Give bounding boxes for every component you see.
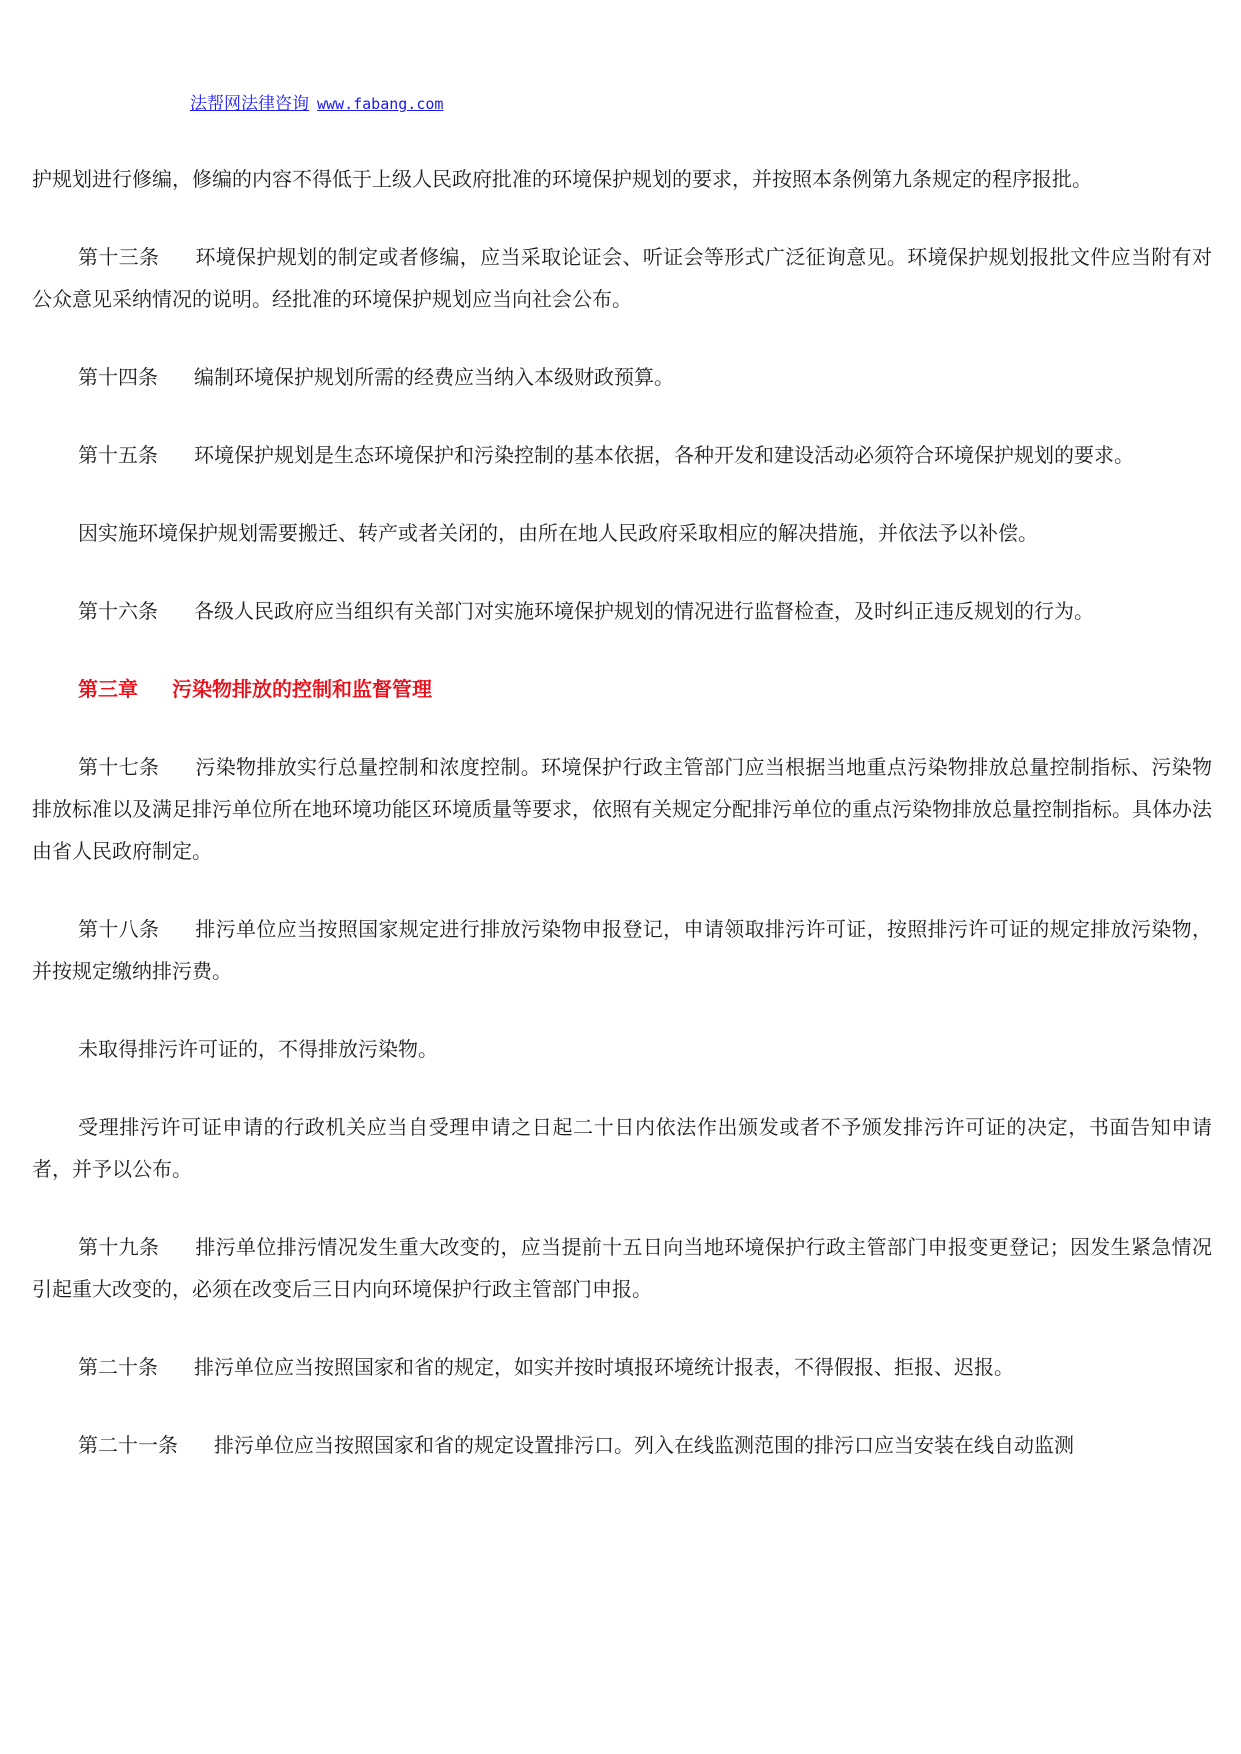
paragraph-text: 受理排污许可证申请的行政机关应当自受理申请之日起二十日内依法作出颁发或者不予颁发排污许可证的决定，书面告知申请者，并予以公布。 — [32, 1115, 1212, 1181]
article-text: 污染物排放实行总量控制和浓度控制。环境保护行政主管部门应当根据当地重点污染物排放总量控制指标、污染物排放标准以及满足排污单位所在地环境功能区环境质量等要求，依照有关规定分配排污单位的重点污染物排放总量控制指标。具体办法由省人民政府制定。 — [32, 755, 1213, 863]
article-number: 第二十一条 — [78, 1433, 178, 1457]
site-name-link[interactable]: 法帮网法律咨询 — [190, 94, 309, 114]
paragraph-text: 因实施环境保护规划需要搬迁、转产或者关闭的，由所在地人民政府采取相应的解决措施，并依法予以补偿。 — [78, 521, 1038, 545]
chapter-number: 第三章 — [78, 677, 138, 701]
article-16 — [32, 590, 1212, 632]
paragraph — [32, 158, 1212, 200]
article-text: 环境保护规划的制定或者修编，应当采取论证会、听证会等形式广泛征询意见。环境保护规划报批文件应当附有对公众意见采纳情况的说明。经批准的环境保护规划应当向社会公布。 — [32, 245, 1213, 311]
article-number: 第十五条 — [78, 443, 158, 467]
article-text: 排污单位应当按照国家和省的规定设置排污口。列入在线监测范围的排污口应当安装在线自动监测 — [214, 1433, 1074, 1457]
article-20 — [32, 1346, 1212, 1388]
chapter-heading — [32, 668, 1212, 710]
paragraph — [32, 1106, 1212, 1190]
article-text: 排污单位应当按照国家和省的规定，如实并按时填报环境统计报表，不得假报、拒报、迟报。 — [194, 1355, 1014, 1379]
page-header — [190, 92, 443, 116]
article-18 — [32, 908, 1212, 992]
document-body — [32, 158, 1212, 1502]
article-text: 排污单位应当按照国家规定进行排放污染物申报登记，申请领取排污许可证，按照排污许可证的规定排放污染物，并按规定缴纳排污费。 — [32, 917, 1213, 983]
article-15 — [32, 434, 1212, 476]
article-13 — [32, 236, 1212, 320]
paragraph — [32, 1028, 1212, 1070]
article-number: 第十六条 — [78, 599, 158, 623]
article-number: 第十九条 — [78, 1235, 160, 1259]
article-14 — [32, 356, 1212, 398]
article-number: 第二十条 — [78, 1355, 158, 1379]
paragraph — [32, 512, 1212, 554]
article-21 — [32, 1424, 1212, 1466]
article-number: 第十三条 — [78, 245, 160, 269]
article-text: 排污单位排污情况发生重大改变的，应当提前十五日向当地环境保护行政主管部门申报变更登记；因发生紧急情况引起重大改变的，必须在改变后三日内向环境保护行政主管部门申报。 — [32, 1235, 1213, 1301]
paragraph-text: 未取得排污许可证的，不得排放污染物。 — [78, 1037, 438, 1061]
chapter-title: 污染物排放的控制和监督管理 — [172, 677, 432, 701]
article-number: 第十七条 — [78, 755, 160, 779]
article-number: 第十四条 — [78, 365, 158, 389]
article-number: 第十八条 — [78, 917, 160, 941]
paragraph-text: 护规划进行修编，修编的内容不得低于上级人民政府批准的环境保护规划的要求，并按照本条例第九条规定的程序报批。 — [32, 167, 1092, 191]
site-url-link[interactable]: www.fabang.com — [317, 95, 444, 113]
article-text: 环境保护规划是生态环境保护和污染控制的基本依据，各种开发和建设活动必须符合环境保护规划的要求。 — [194, 443, 1134, 467]
article-17 — [32, 746, 1212, 872]
article-text: 各级人民政府应当组织有关部门对实施环境保护规划的情况进行监督检查，及时纠正违反规划的行为。 — [194, 599, 1094, 623]
article-text: 编制环境保护规划所需的经费应当纳入本级财政预算。 — [194, 365, 674, 389]
article-19 — [32, 1226, 1212, 1310]
